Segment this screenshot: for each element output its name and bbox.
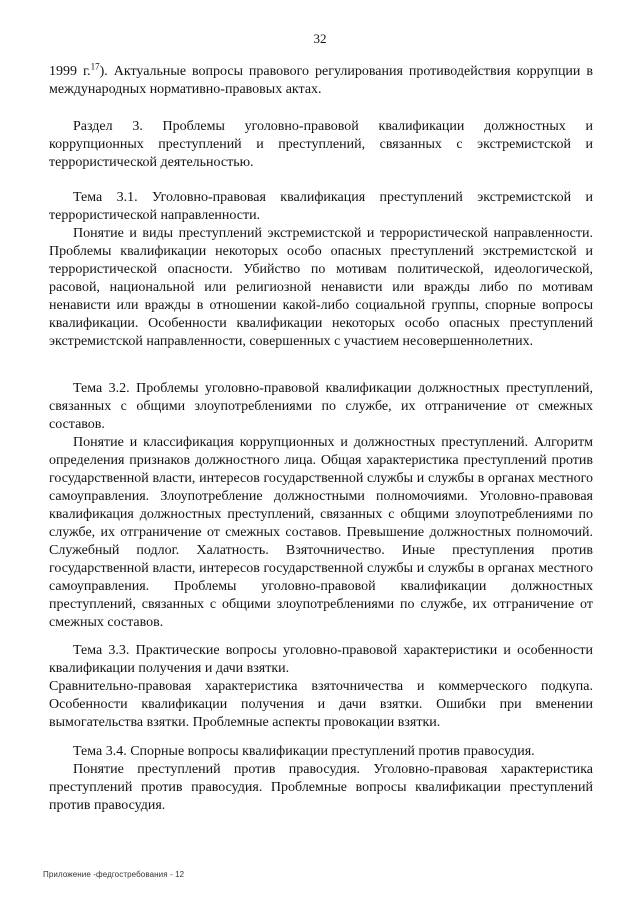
page-number: 32: [313, 31, 327, 46]
topic-3-3-body: Сравнительно-правовая характеристика взяточничества и коммерческого подкупа. Особенности квалификации получения и дачи взятки. Ошибки при вменении вымогательства взятки. Проблемные аспекты провокации взятки.: [49, 679, 593, 730]
topic-3-4-heading: Тема 3.4. Спорные вопросы квалификации преступлений против правосудия.: [73, 744, 535, 759]
topic-3-1-body: Понятие и виды преступлений экстремистской и террористической направленности. Проблемы квалификации некоторых особо опасных преступлений экстремистской и террористической опасности. Убийство по мотивам политической, идеологической, расовой, национальной или религиозной ненависти или вражды либо по мотивам ненависти или вражды в отношении какой-либо социальной группы, спорные вопросы квалификации. Особенности квалификации некоторых особо опасных преступлений экстремистской направленности, совершенных с участием несовершеннолетних.: [49, 226, 593, 349]
footnote-ref: 17: [90, 61, 100, 72]
intro-paragraph: [49, 63, 593, 99]
page-footer: Приложение -федгостребования - 12: [43, 870, 185, 879]
intro-text: ). Актуальные вопросы правового регулирования противодействия коррупции в международных нормативно-правовых актах.: [49, 64, 593, 97]
topic-3-1-heading: Тема 3.1. Уголовно-правовая квалификация преступлений экстремистской и террористической направленности.: [49, 190, 593, 223]
topic-3-2-heading: Тема 3.2. Проблемы уголовно-правовой квалификации должностных преступлений, связанных с общими злоупотреблениями по службе, их отграничение от смежных составов.: [49, 381, 593, 432]
intro-year: 1999 г.: [49, 64, 91, 79]
section-3-heading: Раздел 3. Проблемы уголовно-правовой квалификации должностных и коррупционных преступлений и преступлений, связанных с экстремистской и террористической деятельностью.: [49, 119, 593, 170]
topic-3-2-body: Понятие и классификация коррупционных и должностных преступлений. Алгоритм определения признаков должностного лица. Общая характеристика преступлений против государственной власти, интересов государственной службы и службы в органах местного самоуправления. Злоупотребление должностными полномочиями. Уголовно-правовая квалификация должностных преступлений, связанных с общими злоупотреблениями по службе, их отграничение от смежных составов. Превышение должностных полномочий. Служебный подлог. Халатность. Взяточничество. Иные преступления против государственной власти, интересов государственной службы и службы в органах местного самоуправления. Проблемы уголовно-правовой квалификации должностных преступлений, связанных с общими злоупотреблениями по службе, их отграничение от смежных составов.: [49, 435, 593, 630]
topic-3-4-body: Понятие преступлений против правосудия. Уголовно-правовая характеристика преступлений против правосудия. Проблемные вопросы квалификации преступлений против правосудия.: [49, 762, 593, 813]
topic-3-3-heading: Тема 3.3. Практические вопросы уголовно-правовой характеристики и особенности квалификации получения и дачи взятки.: [49, 643, 593, 676]
